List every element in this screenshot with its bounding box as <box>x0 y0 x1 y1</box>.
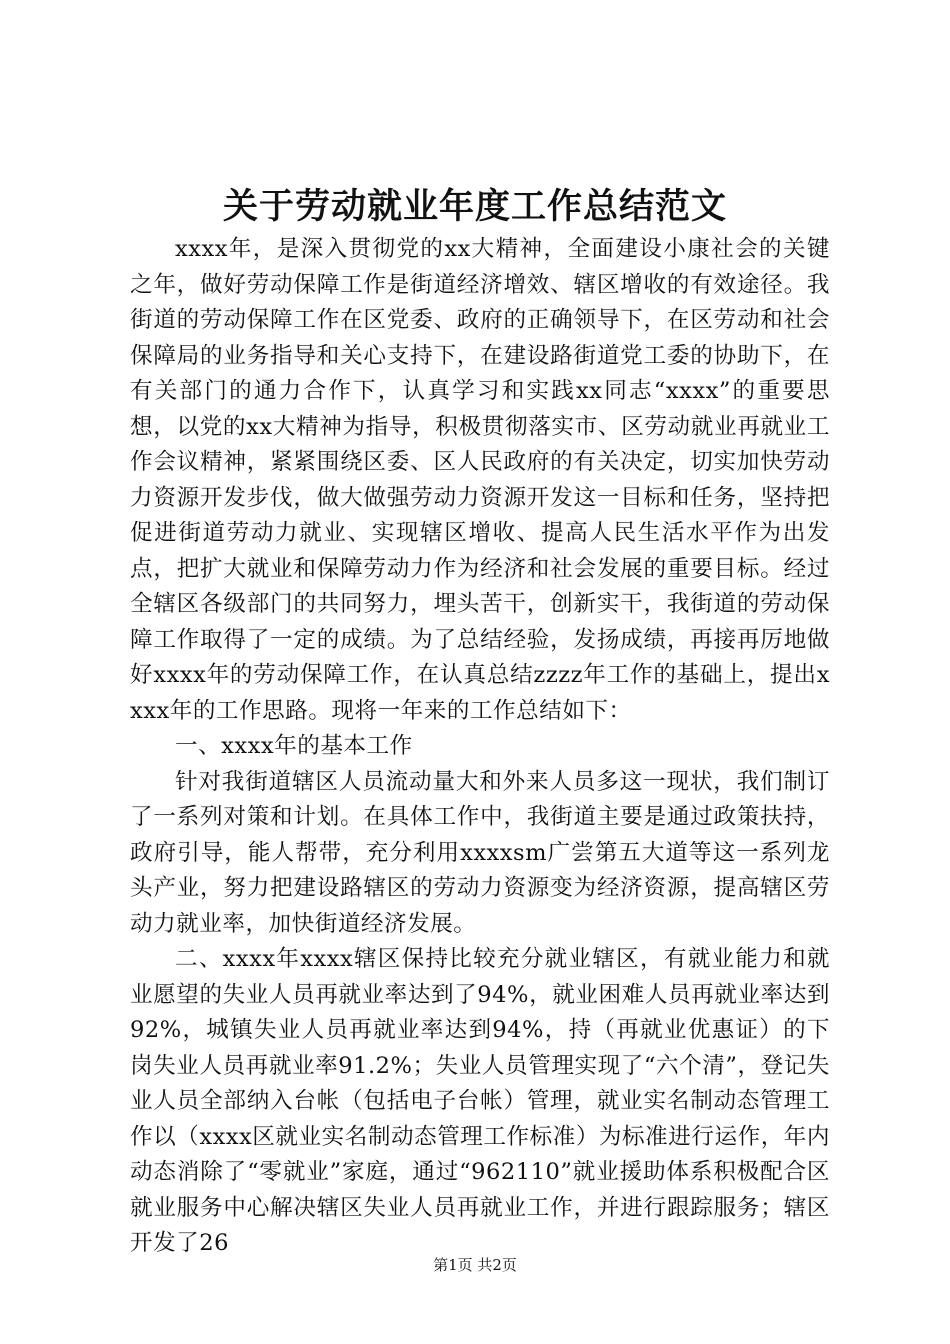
document-body <box>130 232 830 1262</box>
page-footer: 第1页 共2页 <box>433 1256 517 1274</box>
paragraph-employment-results: 二、xxxx年xxxx辖区保持比较充分就业辖区，有就业能力和就业愿望的失业人员再就业率达到了94%，就业困难人员再就业率达到92%，城镇失业人员再就业率达到94%，持（再就业优惠证）的下岗失业人员再就业率91.2%；失业人员管理实现了“六个清”，登记失业人员全部纳入台帐（包括电子台帐）管理，就业实名制动态管理工作以（xxxx区就业实名制动态管理工作标准）为标准进行运作，年内动态消除了“零就业”家庭，通过“962110”就业援助体系积极配合区就业服务中心解决辖区失业人员再就业工作，并进行跟踪服务；辖区开发了26 <box>130 946 830 1256</box>
section-heading-basic-work: 一、xxxx年的基本工作 <box>175 733 413 759</box>
paragraph-intro: xxxx年，是深入贯彻党的xx大精神，全面建设小康社会的关键之年，做好劳动保障工作是街道经济增效、辖区增收的有效途径。我街道的劳动保障工作在区党委、政府的正确领导下，在区劳动和社会保障局的业务指导和关心支持下，在建设路街道党工委的协助下，在有关部门的通力合作下，认真学习和实践xx同志“xxxx”的重要思想，以党的xx大精神为指导，积极贯彻落实市、区劳动就业再就业工作会议精神，紧紧围绕区委、区人民政府的有关决定，切实加快劳动力资源开发步伐，做大做强劳动力资源开发这一目标和任务，坚持把促进街道劳动力就业、实现辖区增收、提高人民生活水平作为出发点，把扩大就业和保障劳动力作为经济和社会发展的重要目标。经过全辖区各级部门的共同努力，埋头苦干，创新实干，我街道的劳动保障工作取得了一定的成绩。为了总结经验，发扬成绩，再接再厉地做好xxxx年的劳动保障工作，在认真总结zzzz年工作的基础上，提出xxxx年的工作思路。现将一年来的工作总结如下： <box>130 236 830 724</box>
document-title: 关于劳动就业年度工作总结范文 <box>222 186 727 227</box>
paragraph-measures: 针对我街道辖区人员流动量大和外来人员多这一现状，我们制订了一系列对策和计划。在具体工作中，我街道主要是通过政策扶持，政府引导，能人帮带，充分利用xxxxsm广尝第五大道等这一系列龙头产业，努力把建设路辖区的劳动力资源变为经济资源，提高辖区劳动力就业率，加快街道经济发展。 <box>130 768 830 937</box>
